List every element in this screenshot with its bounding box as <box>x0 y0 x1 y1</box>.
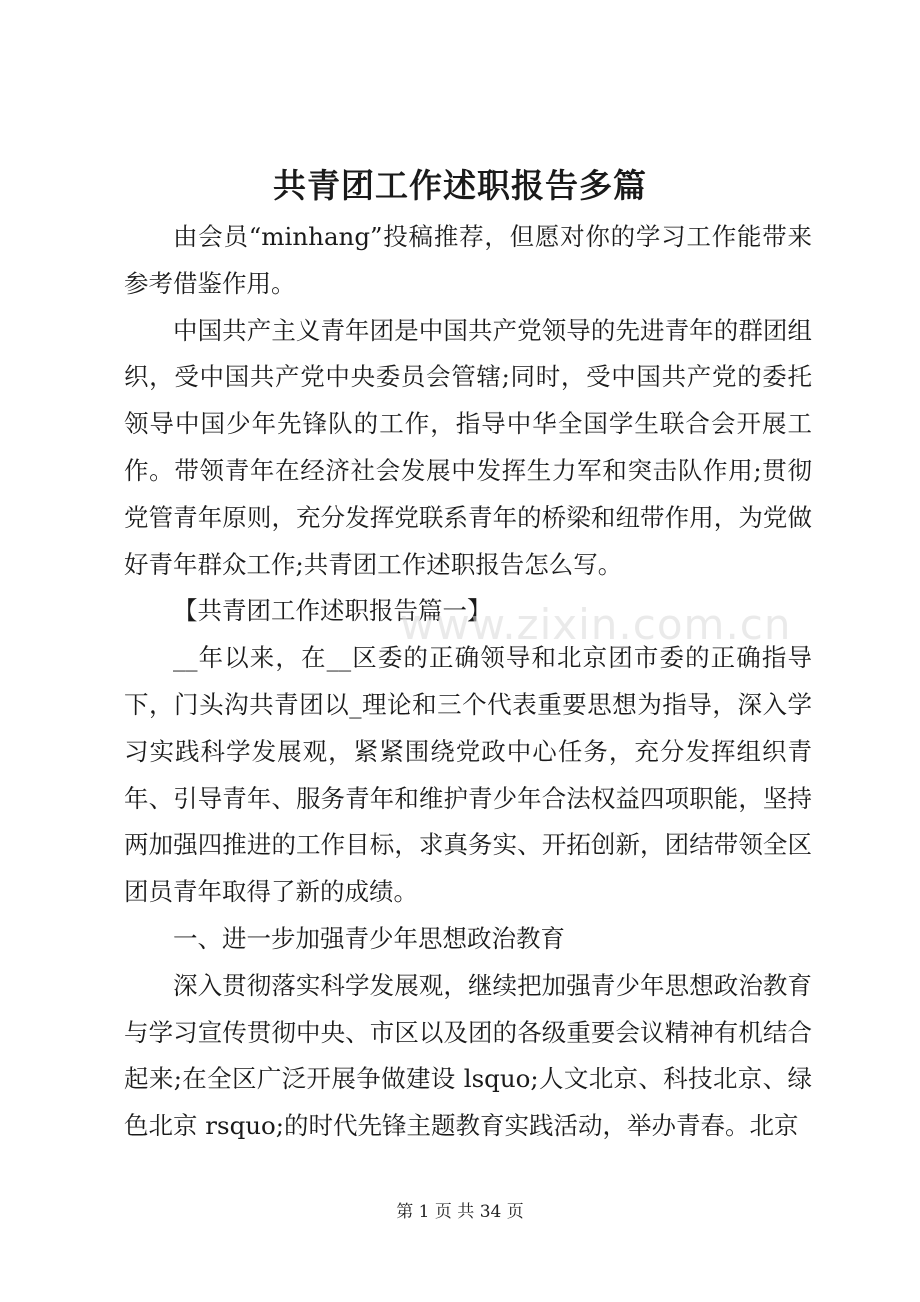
page-footer: 第 1 页 共 34 页 <box>396 1202 524 1222</box>
document-title: 共青团工作述职报告多篇 <box>273 166 647 205</box>
section-heading: 【共青团工作述职报告篇一】 <box>173 596 492 626</box>
subsection-heading: 一、进一步加强青少年思想政治教育 <box>173 923 565 953</box>
summary-paragraph: __年以来，在__区委的正确领导和北京团市委的正确指导下，门头沟共青团以_理论和三个代表重要思想为指导，深入学习实践科学发展观，紧紧围绕党政中心任务，充分发挥组织青年、引导青年、服务青年和维护青少年合法权益四项职能，坚持两加强四推进的工作目标，求真务实、开拓创新，团结带领全区团员青年取得了新的成绩。 <box>124 643 812 907</box>
education-paragraph: 深入贯彻落实科学发展观，继续把加强青少年思想政治教育与学习宣传贯彻中央、市区以及团的各级重要会议精神有机结合起来;在全区广泛开展争做建设 lsquo;人文北京、科技北京、绿色北京 rsquo;的时代先锋主题教育实践活动，举办青春。北京 <box>124 970 812 1141</box>
document-body <box>124 214 812 1150</box>
background-paragraph: 中国共产主义青年团是中国共产党领导的先进青年的群团组织，受中国共产党中央委员会管辖;同时，受中国共产党的委托领导中国少年先锋队的工作，指导中华全国学生联合会开展工作。带领青年在经济社会发展中发挥生力军和突击队作用;贯彻党管青年原则，充分发挥党联系青年的桥梁和纽带作用，为党做好青年群众工作;共青团工作述职报告怎么写。 <box>124 315 812 579</box>
intro-paragraph: 由会员“minhang”投稿推荐，但愿对你的学习工作能带来参考借鉴作用。 <box>124 222 812 298</box>
watermark: www.zixin.com.cn <box>400 600 792 649</box>
